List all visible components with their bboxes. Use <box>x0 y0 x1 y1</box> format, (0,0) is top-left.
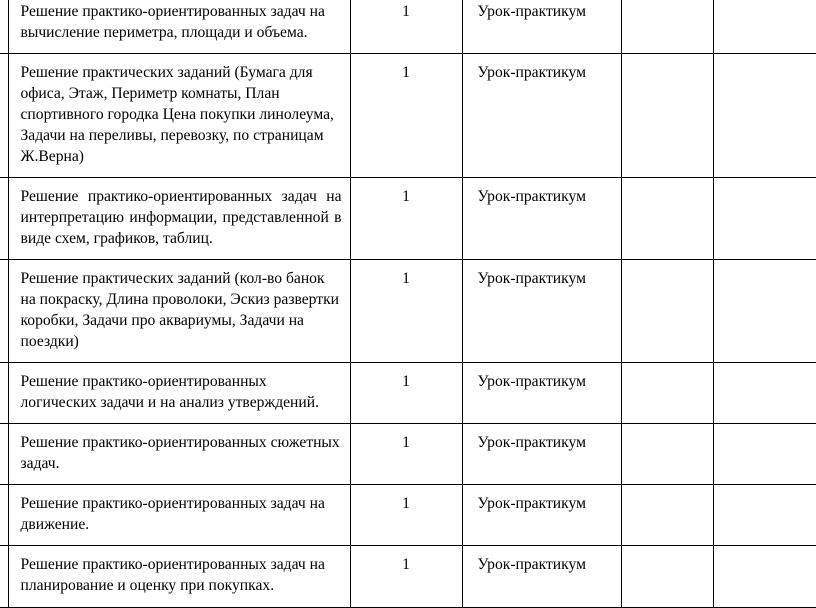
empty-cell <box>713 260 816 363</box>
table-row <box>0 260 816 363</box>
topic-cell: Решение практико-ориентированных задач на интерпретацию информации, представленной в виде схем, графиков, таблиц. <box>8 178 350 260</box>
hours-cell: 1 <box>350 260 462 363</box>
lesson-form-cell: Урок-практикум <box>462 485 621 546</box>
margin-cell <box>0 546 8 608</box>
topic-cell: Решение практических заданий (Бумага для офиса, Этаж, Периметр комнаты, План спортивного городка Цена покупки линолеума, Задачи на переливы, перевозку, по страницам Ж.Верна) <box>8 54 350 178</box>
margin-cell <box>0 485 8 546</box>
margin-cell <box>0 363 8 424</box>
hours-cell: 1 <box>350 363 462 424</box>
empty-cell <box>713 363 816 424</box>
topic-cell: Решение практико-ориентированных задач на вычисление периметра, площади и объема. <box>8 0 350 54</box>
margin-cell <box>0 260 8 363</box>
empty-cell <box>621 485 713 546</box>
lesson-form-cell: Урок-практикум <box>462 424 621 485</box>
hours-cell: 1 <box>350 424 462 485</box>
topic-cell: Решение практико-ориентированных логических задачи и на анализ утверждений. <box>8 363 350 424</box>
topic-cell: Решение практико-ориентированных задач на планирование и оценку при покупках. <box>8 546 350 608</box>
margin-cell <box>0 424 8 485</box>
hours-cell: 1 <box>350 54 462 178</box>
margin-cell <box>0 54 8 178</box>
empty-cell <box>621 0 713 54</box>
empty-cell <box>713 54 816 178</box>
empty-cell <box>621 546 713 608</box>
margin-cell <box>0 0 8 54</box>
topic-cell: Решение практических заданий (кол-во банок на покраску, Длина проволоки, Эскиз развертки коробки, Задачи про аквариумы, Задачи на поездки) <box>8 260 350 363</box>
hours-cell: 1 <box>350 485 462 546</box>
empty-cell <box>621 424 713 485</box>
topic-cell: Решение практико-ориентированных сюжетных задач. <box>8 424 350 485</box>
lesson-form-cell: Урок-практикум <box>462 546 621 608</box>
empty-cell <box>713 485 816 546</box>
empty-cell <box>713 0 816 54</box>
empty-cell <box>621 178 713 260</box>
hours-cell: 1 <box>350 546 462 608</box>
hours-cell: 1 <box>350 0 462 54</box>
lesson-form-cell: Урок-практикум <box>462 363 621 424</box>
table-row <box>0 178 816 260</box>
empty-cell <box>621 260 713 363</box>
lesson-form-cell: Урок-практикум <box>462 178 621 260</box>
table-row <box>0 424 816 485</box>
topic-cell: Решение практико-ориентированных задач на движение. <box>8 485 350 546</box>
empty-cell <box>621 54 713 178</box>
empty-cell <box>621 363 713 424</box>
table-row <box>0 54 816 178</box>
table-row <box>0 546 816 608</box>
table-row <box>0 0 816 54</box>
lesson-form-cell: Урок-практикум <box>462 0 621 54</box>
empty-cell <box>713 178 816 260</box>
empty-cell <box>713 546 816 608</box>
table-row <box>0 363 816 424</box>
lesson-form-cell: Урок-практикум <box>462 54 621 178</box>
empty-cell <box>713 424 816 485</box>
hours-cell: 1 <box>350 178 462 260</box>
table-row <box>0 485 816 546</box>
margin-cell <box>0 178 8 260</box>
lesson-form-cell: Урок-практикум <box>462 260 621 363</box>
